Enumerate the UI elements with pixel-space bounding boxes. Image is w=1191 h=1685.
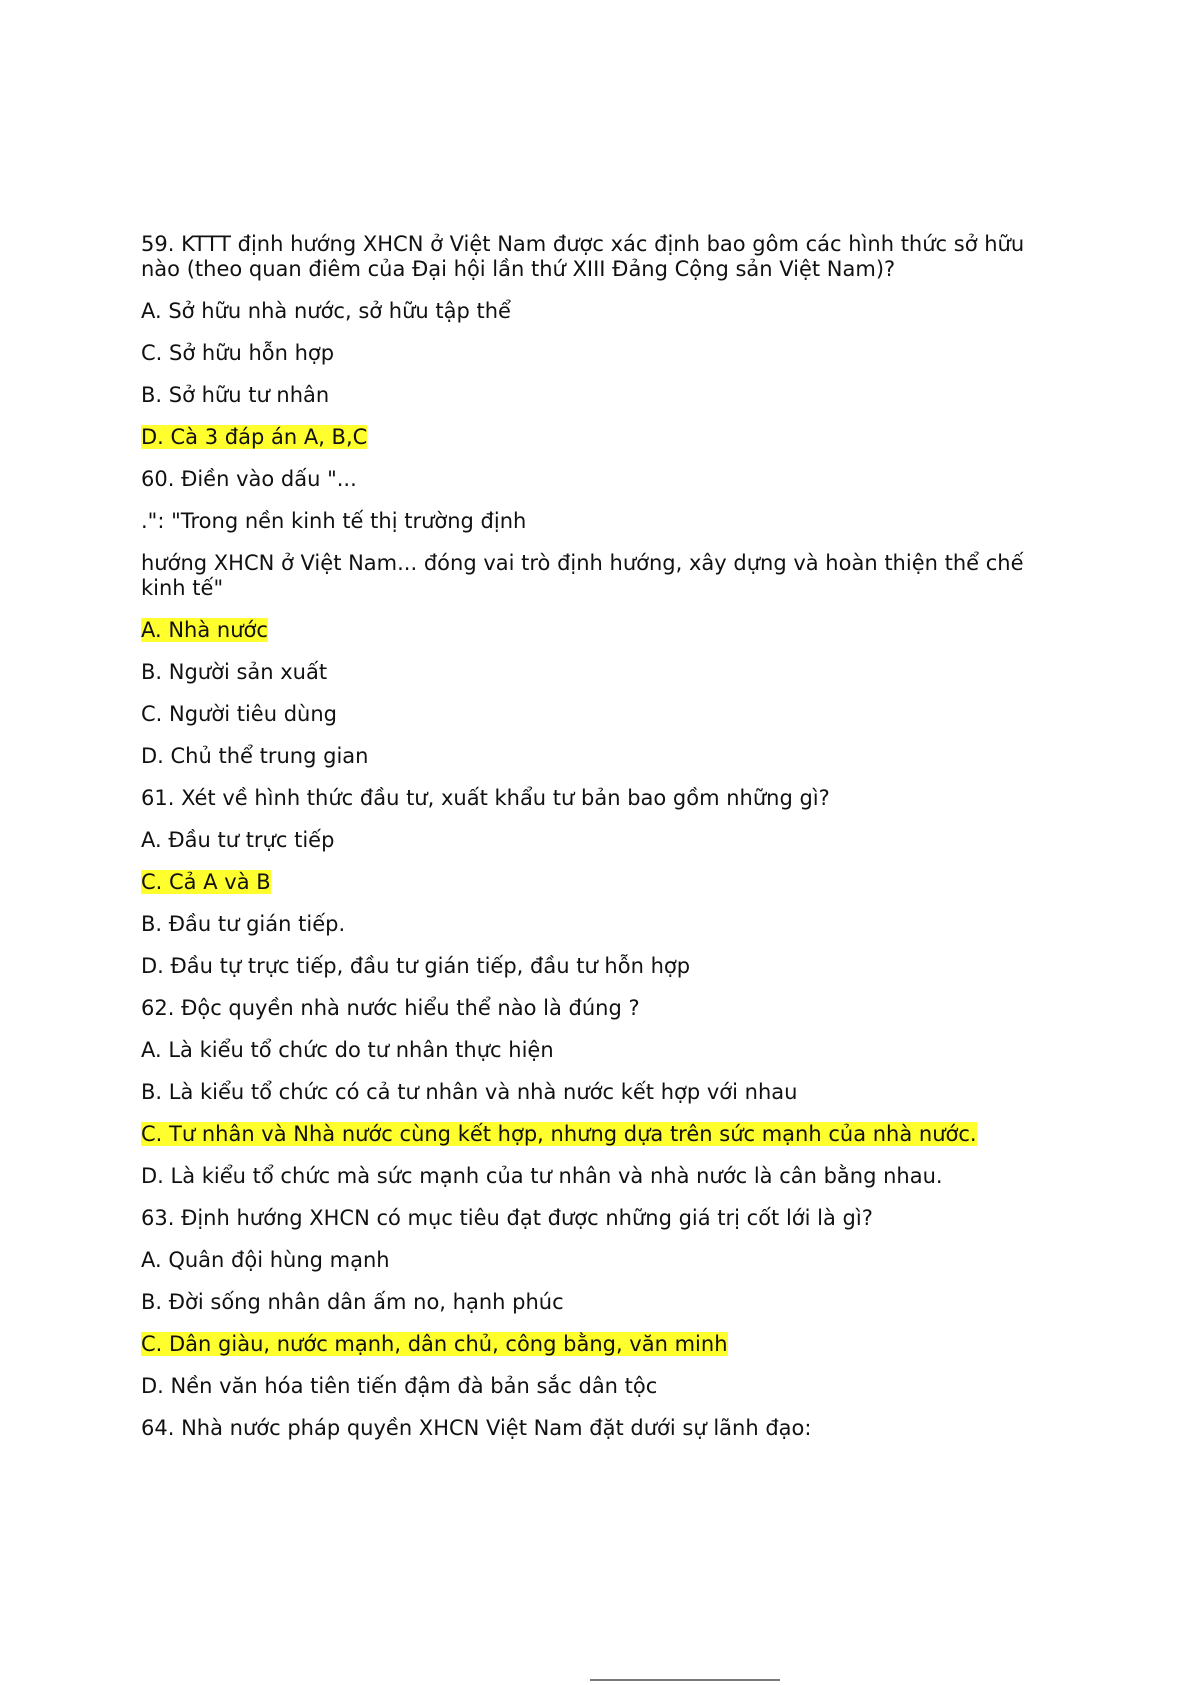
text-line bbox=[141, 786, 1061, 811]
text-line bbox=[141, 551, 1061, 601]
text-line bbox=[141, 509, 1061, 534]
highlighted-answer-line bbox=[141, 1332, 1061, 1357]
line-text: .": "Trong nền kinh tế thị trường định bbox=[141, 509, 527, 533]
line-text: D. Là kiểu tổ chức mà sức mạnh của tư nhân và nhà nước là cân bằng nhau. bbox=[141, 1164, 943, 1188]
text-line bbox=[141, 1080, 1061, 1105]
text-line bbox=[141, 1164, 1061, 1189]
text-line bbox=[141, 232, 1061, 282]
line-text: A. Đầu tư trực tiếp bbox=[141, 828, 335, 852]
text-line bbox=[141, 299, 1061, 324]
highlighted-text: D. Cà 3 đáp án A, B,C bbox=[141, 425, 368, 449]
footer-divider bbox=[590, 1679, 780, 1681]
line-text: B. Sở hữu tư nhân bbox=[141, 383, 330, 407]
line-text: C. Sở hữu hỗn hợp bbox=[141, 341, 335, 365]
line-text: A. Là kiểu tổ chức do tư nhân thực hiện bbox=[141, 1038, 554, 1062]
line-text: B. Là kiểu tổ chức có cả tư nhân và nhà nước kết hợp với nhau bbox=[141, 1080, 798, 1104]
line-text: 61. Xét về hình thức đầu tư, xuất khẩu tư bản bao gồm những gì? bbox=[141, 786, 830, 810]
line-text: D. Chủ thể trung gian bbox=[141, 744, 369, 768]
line-text: B. Đời sống nhân dân ấm no, hạnh phúc bbox=[141, 1290, 564, 1314]
highlighted-text: C. Cả A và B bbox=[141, 870, 271, 894]
line-text: 62. Độc quyền nhà nước hiểu thể nào là đúng ? bbox=[141, 996, 640, 1020]
text-line bbox=[141, 1038, 1061, 1063]
text-line bbox=[141, 912, 1061, 937]
line-text: 63. Định hướng XHCN có mục tiêu đạt được những giá trị cốt lới là gì? bbox=[141, 1206, 873, 1230]
line-text: A. Quân đội hùng mạnh bbox=[141, 1248, 390, 1272]
text-line bbox=[141, 996, 1061, 1021]
line-text: 64. Nhà nước pháp quyền XHCN Việt Nam đặt dưới sự lãnh đạo: bbox=[141, 1416, 812, 1440]
line-text: B. Người sản xuất bbox=[141, 660, 328, 684]
text-line bbox=[141, 702, 1061, 727]
line-text: B. Đầu tư gián tiếp. bbox=[141, 912, 346, 936]
highlighted-answer-line bbox=[141, 618, 1061, 643]
line-text: hướng XHCN ở Việt Nam... đóng vai trò định hướng, xây dựng và hoàn thiện thể chế kinh tế" bbox=[141, 551, 1024, 600]
text-line bbox=[141, 660, 1061, 685]
highlighted-text: A. Nhà nước bbox=[141, 618, 268, 642]
text-line bbox=[141, 744, 1061, 769]
line-text: 59. KTTT định hướng XHCN ở Việt Nam được xác định bao gôm các hình thức sở hữu nào (theo quan điêm của Đại hội lần thứ XIII Đảng Cộng sản Việt Nam)? bbox=[141, 232, 1025, 281]
text-line bbox=[141, 1206, 1061, 1231]
text-line bbox=[141, 954, 1061, 979]
line-text: C. Người tiêu dùng bbox=[141, 702, 337, 726]
text-line bbox=[141, 1416, 1061, 1441]
text-line bbox=[141, 828, 1061, 853]
highlighted-text: C. Dân giàu, nước mạnh, dân chủ, công bằng, văn minh bbox=[141, 1332, 728, 1356]
line-text: A. Sở hữu nhà nước, sở hữu tập thể bbox=[141, 299, 511, 323]
line-text: D. Nền văn hóa tiên tiến đậm đà bản sắc dân tộc bbox=[141, 1374, 658, 1398]
line-text: 60. Điền vào dấu "... bbox=[141, 467, 357, 491]
highlighted-answer-line bbox=[141, 1122, 1061, 1147]
line-text: D. Đầu tự trực tiếp, đầu tư gián tiếp, đầu tư hỗn hợp bbox=[141, 954, 691, 978]
highlighted-answer-line bbox=[141, 870, 1061, 895]
text-line bbox=[141, 383, 1061, 408]
text-line bbox=[141, 1248, 1061, 1273]
text-line bbox=[141, 341, 1061, 366]
text-line bbox=[141, 1374, 1061, 1399]
highlighted-text: C. Tư nhân và Nhà nước cùng kết hợp, nhưng dựa trên sức mạnh của nhà nước. bbox=[141, 1122, 977, 1146]
highlighted-answer-line bbox=[141, 425, 1061, 450]
text-line bbox=[141, 1290, 1061, 1315]
document-content bbox=[141, 232, 1061, 1458]
text-line bbox=[141, 467, 1061, 492]
